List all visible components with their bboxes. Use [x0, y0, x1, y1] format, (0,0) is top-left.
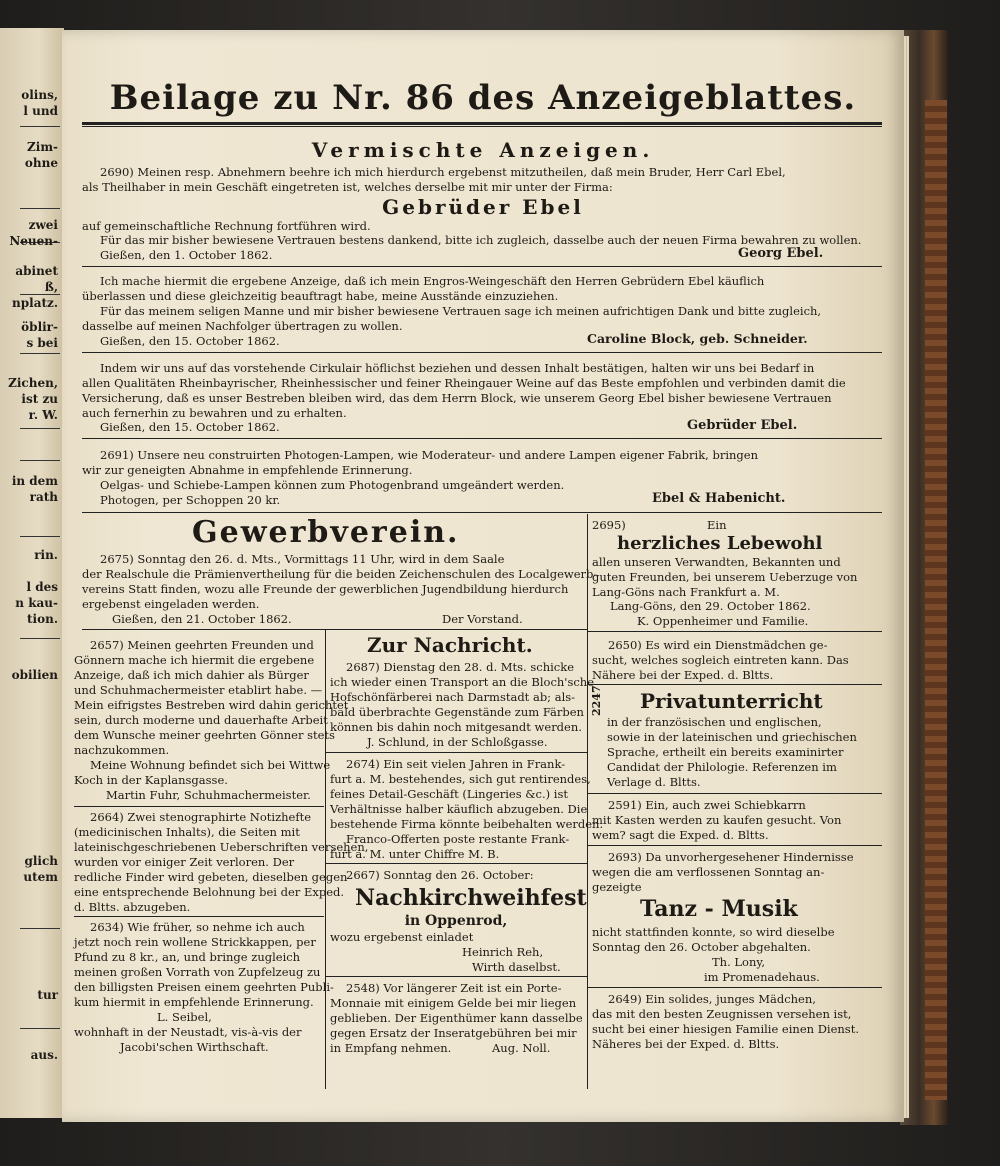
left-page-fragment [0, 28, 64, 1118]
page-title: Beilage zu Nr. 86 des Anzeigeblattes. [109, 78, 857, 118]
left-page-text: zwei [28, 218, 58, 232]
left-page-text: r. W. [28, 408, 58, 422]
left-page-text: aus. [30, 1048, 58, 1062]
left-page-text: tur [37, 988, 58, 1002]
left-page-text: l und [23, 104, 58, 118]
left-page-text: n kau- [15, 596, 58, 610]
left-page-text: l des [26, 580, 58, 594]
left-page-text: ist zu [21, 392, 58, 406]
left-page-text: rath [29, 490, 58, 504]
left-page-text: olins, [21, 88, 58, 102]
left-page-text: rin. [34, 548, 58, 562]
left-page-text: Zichen, [8, 376, 58, 390]
left-page-text: Zim- [27, 140, 58, 154]
firm-name: Gebrüder Ebel [382, 195, 584, 219]
left-page-text: öblir- [21, 320, 58, 334]
left-page-text: Neuen- [9, 234, 58, 248]
lebewohl-title: herzliches Lebewohl [617, 533, 823, 554]
book-binding [925, 100, 947, 1100]
left-page-text: glich [24, 854, 58, 868]
left-page-text: s bei [26, 336, 58, 350]
newspaper-page: Beilage zu Nr. 86 des Anzeigeblattes. Vermischte Anzeigen. 2690) Meinen resp. Abnehmern beehre ich mich hierdurch ergebenst mitzutheilen, daß mein Bruder, Herr Carl Ebel, als Theilhaber in mein Geschäft eingetreten ist, welches derselbe mit mir unter der Firma: Gebrüder Ebel auf gemeinschaftliche Rechnung fortführen wird. Für das mir bisher bewiesene Vertrauen bestens dankend, bitte ich zugleich, dasselbe auch der neuen Firma bewahren zu wollen. Gießen, den 1. October 1862. Georg Ebel. Ich mache hiermit die ergebene Anzeige, daß ich mein Engros-Weingeschäft den Herren Gebrüdern Ebel käuflich überlassen und diese gleichzeitig beauftragt habe, meine Ausstände einzuziehen. Für das meinem seligen Manne und mir bisher bewiesene Vertrauen sage ich meinen aufrichtigen Dank und bitte zugleich, dasselbe auf meinen Nachfolger übertragen zu wollen. Gießen, den 15. October 1862. Caroline Block, geb. Schneider. Indem wir uns auf das vorstehende Cirkulair höflichst beziehen und dessen Inhalt bestätigen, halten wir uns bei Bedarf in allen Qualitäten Rheinbayrischer, Rheinhessischer und feiner Rheingauer Weine auf das Beste empfohlen und verbinden damit die Versicherung, daß es unser Bestreben bleiben wird, das dem Herrn Block, wie unserem Georg Ebel bisher bewiesene Vertrauen auch fernerhin zu bewahren und zu erhalten. Gießen, den 15. October 1862. Gebrüder Ebel. 2691) Unsere neu construirten Photogen-Lampen, wie Moderateur- und andere Lampen eigener Fabrik, bringen wir zur geneigten Abnahme in empfehlende Erinnerung. Oelgas- und Schiebe-Lampen können zum Photogenbrand umgeändert werden. Photogen, per Schoppen 20 kr. Ebel & Habenicht. Gewerbverein. 2675) Sonntag den 26. d. Mts., Vormittags 11 Uhr, wird in dem Saale der Realschule die Prämienvertheilung für die beiden Zeichenschulen des Localgewerb- vereins Statt finden, wozu alle Freunde der gewerblichen Jugendbildung hierdurch ergebenst eingeladen werden. Gießen, den 21. October 1862. Der Vorstand. 2695) Ein herzliches Lebewohl allen unseren Verwandten, Bekannten und guten Freunden, bei unserem Ueberzuge von Lang-Göns nach Frankfurt a. M. Lang-Göns, den 29. October 1862. K. Oppenheimer und Familie. 2657) Meinen geehrten Freunden und Gönnern mache ich hiermit die ergebene Anzeige, daß ich mich dahier als Bürger und Schuhmachermeister etablirt habe. — Mein eifrigstes Bestreben wird dahin gerichtet sein, durch moderne und dauerhafte Arbeit dem Wunsche meiner geehrten Gönner stets nachzukommen. Meine Wohnung befindet sich bei Wittwe Koch in der Kaplansgasse. Martin Fuhr, Schuhmachermeister. 2664) Zwei stenographirte Notizhefte (medicinischen Inhalts), die Seiten mit lateinischgeschriebenen Ueberschriften versehen, wurden vor einiger Zeit verloren. Der redliche Finder wird gebeten, dieselben gegen eine entsprechende Belohnung bei der Exped. d. Bltts. abzugeben. 2634) Wie früher, so nehme ich auch jetzt noch rein wollene Strickkappen, per Pfund zu 8 kr., an, und bringe zugleich meinen großen Vorrath von Zupfelzeug zu den billigsten Preisen einem geehrten Publi- kum hiermit in empfehlende Erinnerung. L. Seibel, wohnhaft in der Neustadt, vis-à-vis der Jacobi'schen Wirthschaft. Zur Nachricht. 2687) Dienstag den 28. d. Mts. schicke ich wieder einen Transport an die Bloch'sche Hofschönfärberei nach Darmstadt ab; als- bald überbrachte Gegenstände zum Färben können bis dahin noch mitgesandt werden. J. Schlund, in der Schloßgasse. 2674) Ein seit vielen Jahren in Frank- furt a. M. bestehendes, sich gut rentirendes, feines Detail-Geschäft (Lingeries &c.) ist Verhältnisse halber käuflich abzugeben. Die bestehende Firma könnte beibehalten werden. Franco-Offerten poste restante Frank- furt a. M. unter Chiffre M. B. 2667) Sonntag den 26. October: Nachkirchweihfest in Oppenrod, wozu ergebenst einladet Heinrich Reh, Wirth daselbst. 2548) Vor längerer Zeit ist ein Porte- Monnaie mit einigem Gelde bei mir liegen geblieben. Der Eigenthümer kann dasselbe gegen Ersatz der Inseratgebühren bei mir in Empfang nehmen. Aug. Noll. 2650) Es wird ein Dienstmädchen ge- sucht, welches sogleich eintreten kann. Das Nähere bei der Exped. d. Bltts. 2247 Privatunterricht in der französischen und englischen, sowie in der lateinischen und griechischen Sprache, ertheilt ein bereits examinirter Candidat der Philologie. Referenzen im Verlage d. Bltts. 2591) Ein, auch zwei Schiebkarrn mit Kasten werden zu kaufen gesucht. Von wem? sagt die Exped. d. Bltts. 2693) Da unvorhergesehener Hindernisse wegen die am verflossenen Sonntag an- gezeigte Tanz - Musik nicht stattfinden konnte, so wird dieselbe Sonntag den 26. October abgehalten. Th. Lony, im Promenadehaus. 2649) Ein solides, junges Mädchen, das mit den besten Zeugnissen versehen ist, sucht bei einer hiesigen Familie einen Dienst. Näheres bei der Exped. d. Bltts. [62, 30, 904, 1122]
left-page-text: tion. [26, 612, 58, 626]
tanzmusik-title: Tanz - Musik [640, 896, 798, 922]
left-page-text: obilien [11, 668, 58, 682]
left-page-text: abinet [15, 264, 58, 278]
left-page-text: ß, [44, 280, 58, 294]
privatunterricht-title: Privatunterricht [640, 689, 823, 713]
left-page-text: ohne [24, 156, 58, 170]
left-page-text: utem [23, 870, 58, 884]
left-page-text: in dem [11, 474, 58, 488]
nachricht-title: Zur Nachricht. [367, 633, 533, 657]
nachkirchweihfest-title: Nachkirchweihfest [355, 885, 587, 911]
section-title: Vermischte Anzeigen. [311, 138, 655, 162]
left-page-text: nplatz. [12, 296, 58, 310]
gewerbverein-title: Gewerbverein. [192, 515, 460, 550]
